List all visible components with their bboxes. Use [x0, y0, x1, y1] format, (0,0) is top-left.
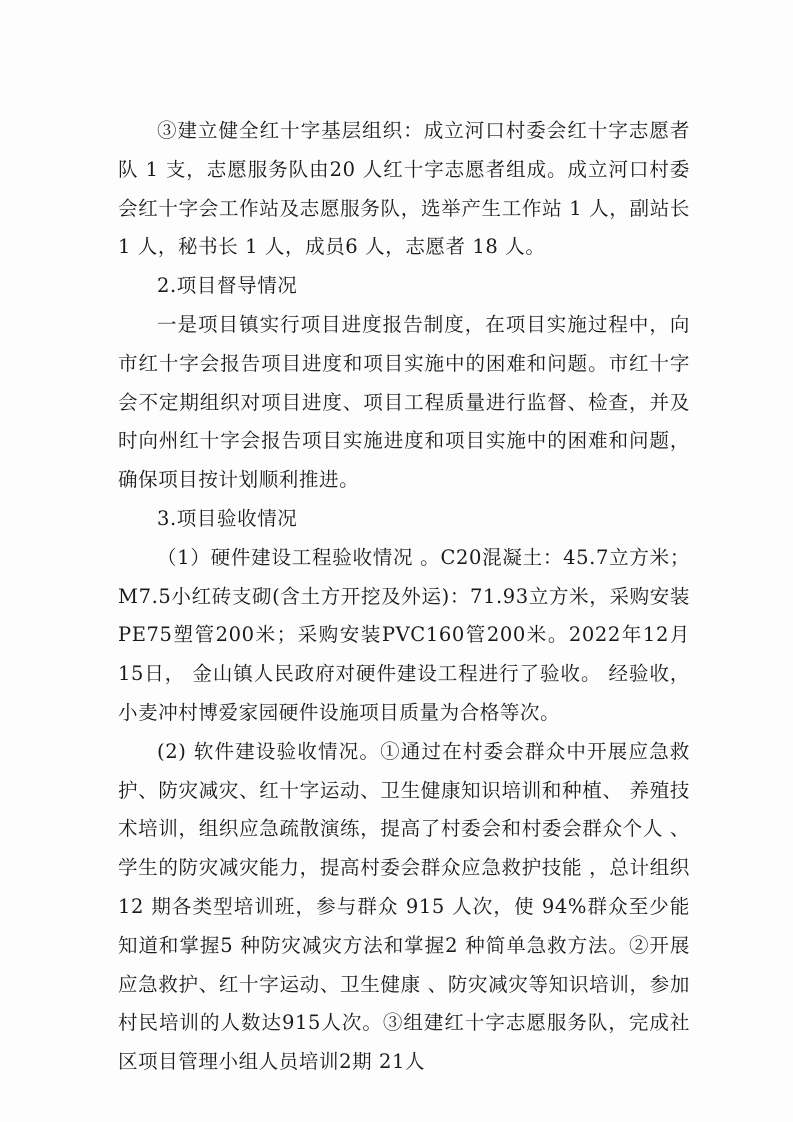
document-body: [118, 112, 690, 1082]
paragraph-project-supervision: 一是项目镇实行项目进度报告制度，在项目实施过程中，向市红十字会报告项目进度和项目实施中的困难和问题。市红十字会不定期组织对项目进度、项目工程质量进行监督、检查，并及时向州红十字会报告项目实施进度和项目实施中的困难和问题，确保项目按计划顺利推进。: [118, 312, 690, 492]
paragraph-software-acceptance: (2) 软件建设验收情况。①通过在村委会群众中开展应急救护、防灾减灾、红十字运动、卫生健康知识培训和种植、 养殖技术培训，组织应急疏散演练，提高了村委会和村委会群众个人 、学生的防灾减灾能力，提高村委会群众应急救护技能 ，总计组织 12 期各类型培训班，参与群众 915 人次，使 94%群众至少能知道和掌握5 种防灾减灾方法和掌握2 种简单急救方法。②开展应急救护、红十字运动、卫生健康 、防灾减灾等知识培训，参加村民培训的人数达915人次。③组建红十字志愿服务队，完成社区项目管理小组人员培训2期 21人: [118, 739, 690, 1074]
paragraph-red-cross-organization: ③建立健全红十字基层组织：成立河口村委会红十字志愿者队 1 支，志愿服务队由20 人红十字志愿者组成。成立河口村委会红十字会工作站及志愿服务队，选举产生工作站 1 人，副站长 1 人，秘书长 1 人，成员6 人，志愿者 18 人。: [118, 119, 690, 259]
section-heading-project-acceptance: 3.项目验收情况: [157, 506, 298, 530]
paragraph-hardware-acceptance: （1）硬件建设工程验收情况 。C20混凝土：45.7立方米；M7.5小红砖支砌(含土方开挖及外运)：71.93立方米，采购安装PE75塑管200米；采购安装PVC160管200米。2022年12月15日， 金山镇人民政府对硬件建设工程进行了验收。 经验收，小麦冲村博爱家园硬件设施项目质量为合格等次。: [118, 545, 690, 724]
section-heading-project-supervision: 2.项目督导情况: [157, 274, 298, 298]
